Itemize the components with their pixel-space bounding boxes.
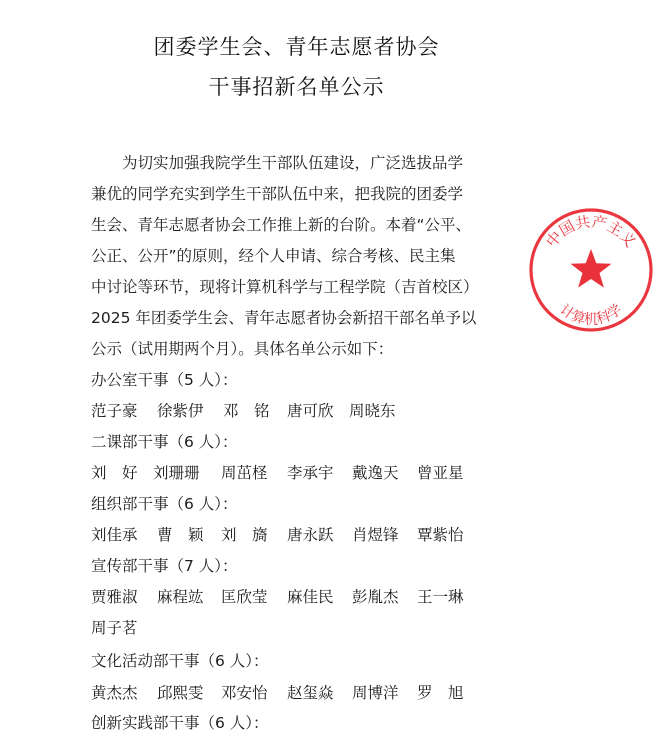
member-name: 周博洋 [352, 684, 399, 702]
member-name: 刘 旖 [221, 526, 268, 544]
member-name: 曾亚星 [417, 464, 464, 482]
member-name: 罗 旭 [417, 684, 464, 702]
document-title-line-1: 团委学生会、青年志愿者协会 [153, 35, 440, 59]
member-name: 邱熙雯 [157, 684, 204, 702]
department-heading-innovation: 创新实践部干事（6 人）： [91, 714, 269, 732]
department-heading-organization: 组织部干事（6 人）： [91, 495, 238, 513]
member-name: 肖煜锋 [352, 526, 399, 544]
member-name: 邓 铭 [223, 402, 270, 420]
member-name: 曹 颖 [157, 526, 204, 544]
member-name: 覃紫怡 [417, 526, 464, 544]
member-name: 邓安怡 [221, 684, 268, 702]
member-name: 麻程竑 [157, 588, 204, 606]
member-name: 范子豪 [91, 402, 138, 420]
department-heading-publicity: 宣传部干事（7 人）： [91, 557, 238, 575]
member-name: 彭胤杰 [352, 588, 399, 606]
member-name: 刘珊珊 [153, 464, 200, 482]
document-title-line-2: 干事招新名单公示 [208, 75, 385, 99]
paragraph-line: 为切实加强我院学生干部队伍建设，广泛选拔品学 [122, 154, 464, 172]
paragraph-line: 兼优的同学充实到学生干部队伍中来，把我院的团委学 [91, 185, 464, 203]
seal-top-text: 中国共产主义 [542, 212, 640, 251]
member-name: 周茁柽 [221, 464, 268, 482]
department-heading-office: 办公室干事（5 人）： [91, 371, 238, 389]
member-name: 徐紫伊 [157, 402, 204, 420]
paragraph-line: 2025 年团委学生会、青年志愿者协会新招干部名单予以 [91, 309, 477, 327]
member-name: 赵玺焱 [287, 684, 334, 702]
department-heading-second-class: 二课部干事（6 人）： [91, 433, 238, 451]
paragraph-line: 中讨论等环节，现将计算机科学与工程学院（吉首校区） [91, 278, 479, 296]
member-name: 王一琳 [417, 588, 464, 606]
paragraph-line: 生会、青年志愿者协会工作推上新的台阶。本着“公平、 [91, 216, 472, 234]
member-name: 唐永跃 [287, 526, 334, 544]
paragraph-line: 公正、公开”的原则，经个人申请、综合考核、民主集 [91, 247, 456, 265]
seal-star-icon [571, 249, 612, 288]
member-name: 周子茗 [91, 619, 138, 637]
member-name: 刘佳承 [91, 526, 138, 544]
member-name: 唐可欣 [287, 402, 334, 420]
member-name: 戴逸天 [352, 464, 399, 482]
member-name: 黄杰杰 [91, 684, 138, 702]
official-seal-stamp [526, 205, 656, 335]
paragraph-line: 公示（试用期两个月）。具体名单公示如下： [91, 340, 394, 358]
member-name: 刘 好 [91, 464, 138, 482]
member-name: 周晓东 [349, 402, 396, 420]
department-heading-culture: 文化活动部干事（6 人）： [91, 652, 269, 670]
member-name: 李承宇 [287, 464, 334, 482]
seal-bottom-text: 计算机科学 [556, 301, 626, 328]
member-name: 麻佳民 [287, 588, 334, 606]
member-name: 匡欣莹 [221, 588, 268, 606]
member-name: 贾雅淑 [91, 588, 138, 606]
